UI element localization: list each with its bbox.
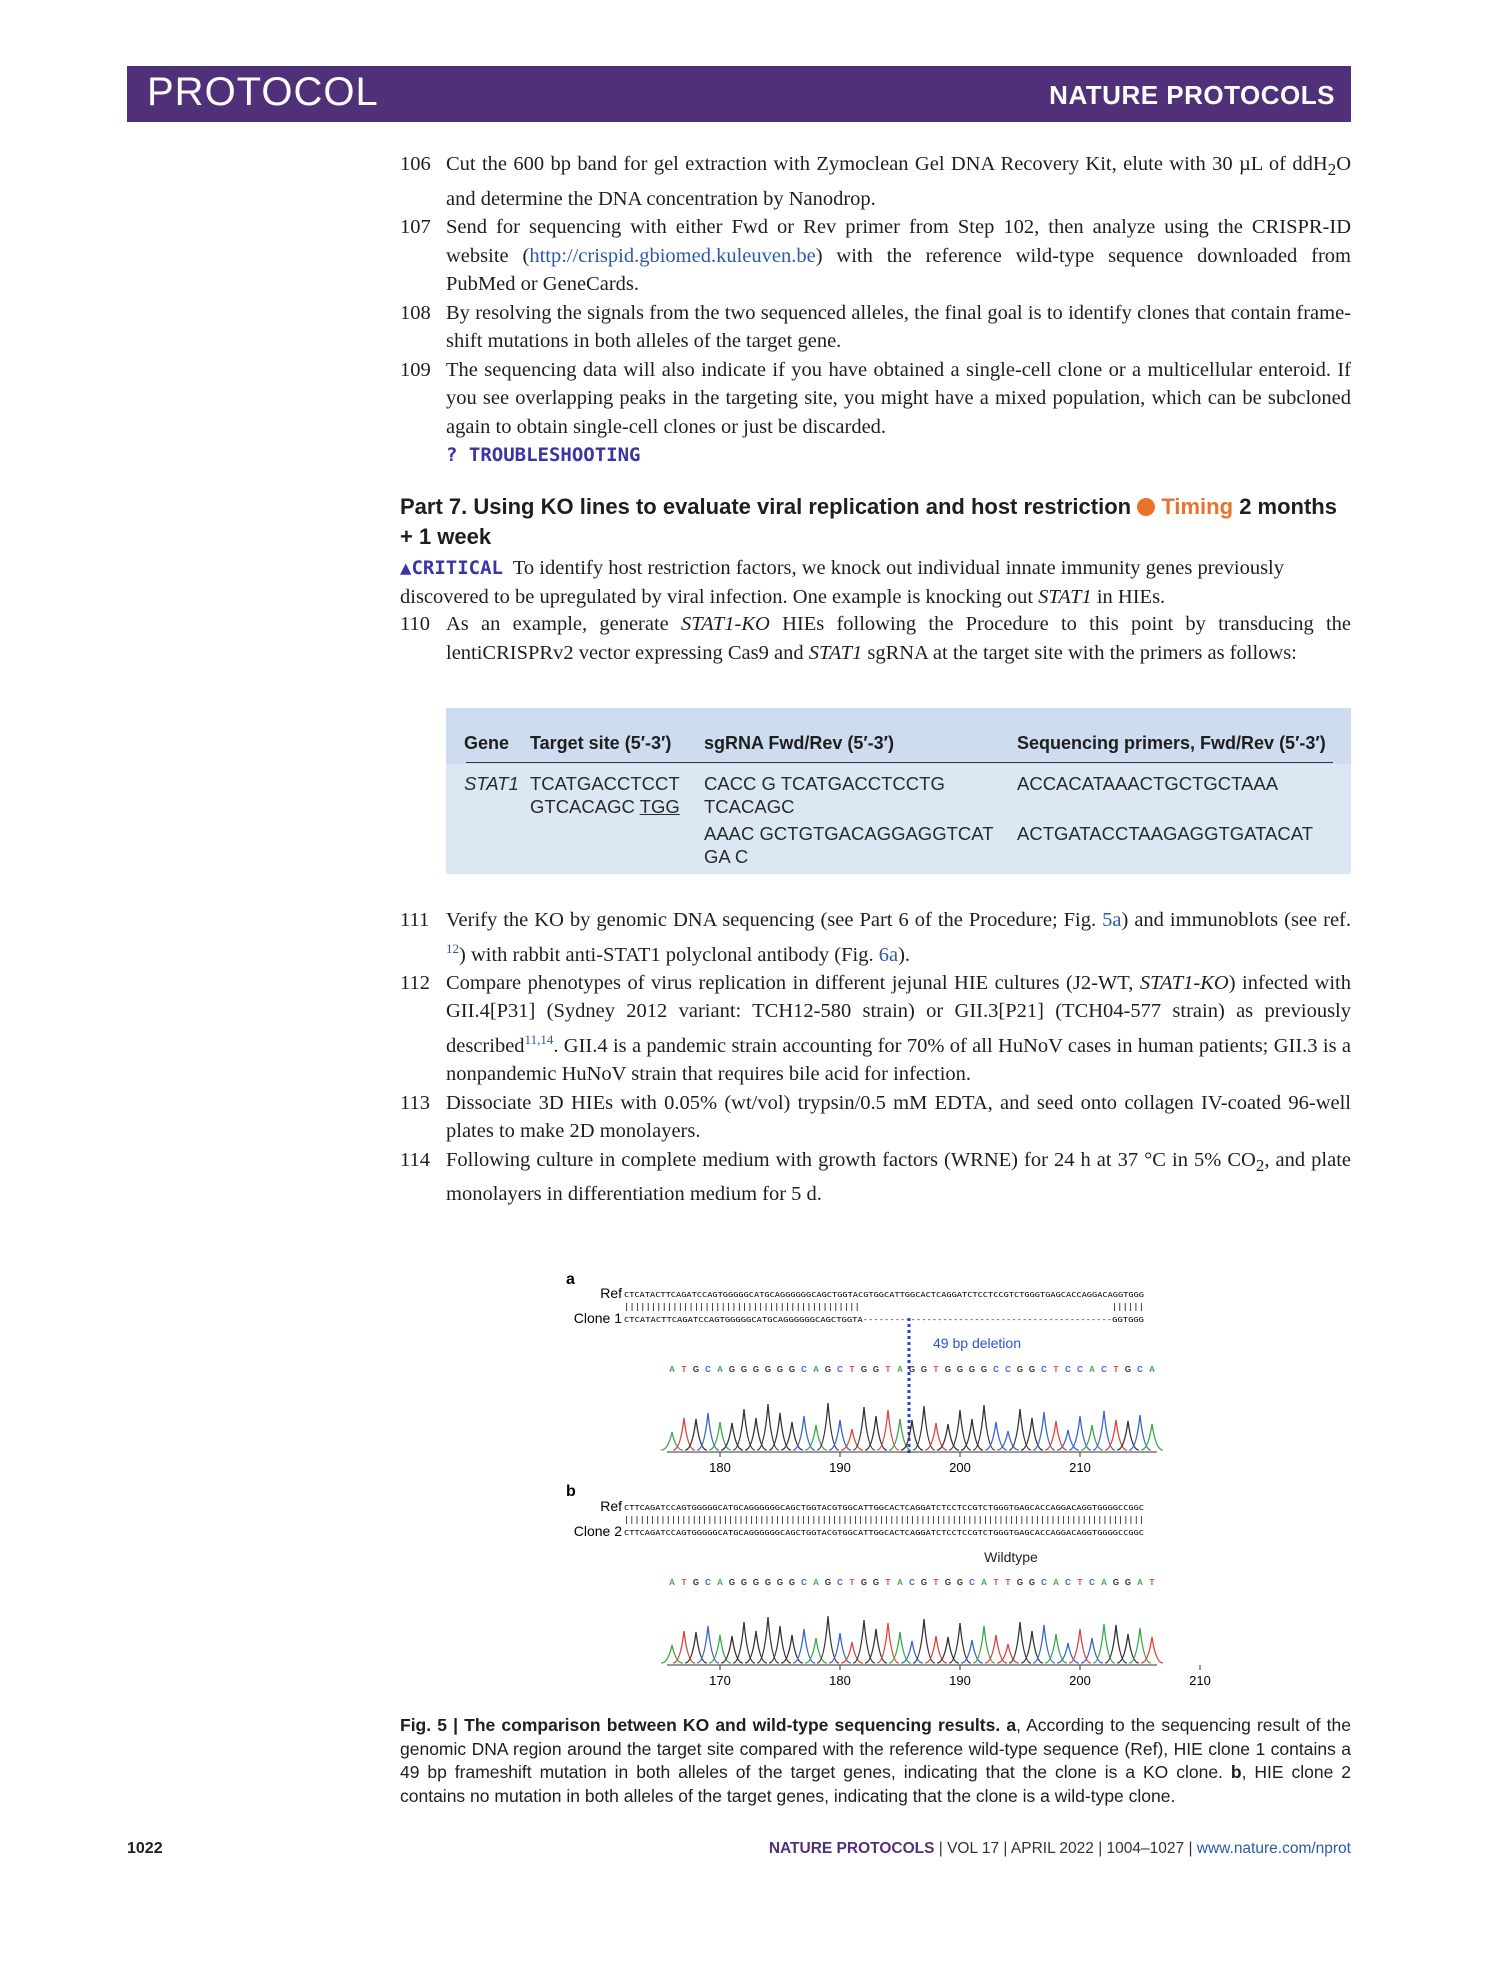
base-call: C [1089,1578,1095,1587]
base-call: A [813,1365,819,1374]
base-call: T [681,1578,687,1587]
th-gene: Gene [464,733,510,753]
base-call: A [717,1365,723,1374]
footer-citation: NATURE PROTOCOLS | VOL 17 | APRIL 2022 | 1004–1027 | www.nature.com/nprot [768,1840,1351,1857]
base-call: T [1077,1578,1083,1587]
base-call: C [993,1365,999,1374]
panel-a-ref-label: Ref [600,1285,622,1301]
trace-peak [865,1416,887,1450]
base-call: T [933,1365,939,1374]
trace-peak [745,1631,767,1663]
trace-peak [865,1629,887,1663]
trace-peak [781,1635,803,1663]
trace-peak [1117,1634,1139,1663]
trace-peak [745,1418,767,1450]
base-call: C [837,1365,843,1374]
trace-peak [1033,1412,1055,1450]
base-call: A [669,1365,675,1374]
trace-peak [961,1419,983,1450]
steps-top [400,150,1351,470]
base-call: A [1101,1578,1107,1587]
panel-b-clone-seq: CTTCAGATCCAGTGGGGGCATGCAGGGGGGCAGCTGGTACGTGGCATTGGCACTCAGGATCTCCTCCGTCTGGGTGAGCACCAGGACAGGTGGGGCCGGC [624,1529,1144,1537]
base-call: G [968,1365,976,1374]
base-call: A [1053,1578,1059,1587]
panel-a-clone-seq: CTCATACTTCAGATCCAGTGGGGGCATGCAGGGGGGCAGCTGGTA-----------------------------------------------GGTGGG [624,1316,1144,1324]
troubleshooting-link[interactable]: ? TROUBLESHOOTING [446,444,641,467]
trace-peak [709,1635,731,1663]
cell-gene: STAT1 [464,773,519,794]
cell-seq-fwd: ACCACATAAACTGCTGCTAAA [1017,773,1279,794]
base-call: T [993,1578,999,1587]
base-call: A [897,1365,903,1374]
step-106: 106 Cut the 600 bp band for gel extraction with Zymoclean Gel DNA Recovery Kit, elute with 30 µL of ddH$_2$O and determine the DNA concentration by Nanodrop. [400,153,1351,210]
base-call: G [788,1365,796,1374]
base-call: G [692,1578,700,1587]
base-call: G [728,1365,736,1374]
trace-peak [1129,1415,1151,1450]
base-call: C [1005,1365,1011,1374]
cell-sgrna-fwd: CACC G TCATGACCTCCTG TCACAGC [704,773,945,817]
base-call: C [801,1578,807,1587]
base-call: G [752,1365,760,1374]
base-call: A [669,1578,675,1587]
base-call: G [908,1365,916,1374]
base-call: C [801,1365,807,1374]
base-call: G [956,1365,964,1374]
base-call: C [1137,1365,1143,1374]
step-107: 107 Send for sequencing with either Fwd or Rev primer from Step 102, then analyze using the CRISPR-ID website (http://crispid.gbiomed.kuleuven.be) with the reference wild-type sequence downloaded from PubMed or GeneCards. [400,216,1351,296]
base-call: G [1028,1365,1036,1374]
base-call: G [824,1365,832,1374]
journal-name: NATURE PROTOCOLS [1049,80,1335,110]
base-call: G [692,1365,700,1374]
base-call: C [909,1578,915,1587]
timing-icon [1137,498,1155,516]
trace-peak [1105,1625,1127,1663]
crispr-id-link[interactable]: http://crispid.gbiomed.kuleuven.be [529,244,816,267]
panel-b-base-calls [669,1578,1154,1587]
base-call: G [920,1578,928,1587]
base-call: T [885,1578,891,1587]
trace-peak [1129,1628,1151,1663]
th-target: Target site (5′-3′) [530,733,672,753]
axis-tick-label: 190 [949,1673,971,1688]
axis-tick-label: 200 [949,1460,971,1475]
th-seq: Sequencing primers, Fwd/Rev (5′-3′) [1017,733,1326,753]
base-call: C [1065,1365,1071,1374]
base-call: C [705,1578,711,1587]
base-call: C [1065,1578,1071,1587]
deletion-label: 49 bp deletion [933,1335,1021,1351]
trace-peak [877,1410,899,1450]
trace-peak [877,1623,899,1663]
base-call: A [1089,1365,1095,1374]
base-call: T [849,1578,855,1587]
fig5a-link[interactable]: 5a [1102,909,1122,931]
base-call: A [717,1578,723,1587]
trace-peak [1033,1625,1055,1663]
trace-peak [901,1420,923,1450]
trace-peak [721,1423,743,1450]
base-call: A [1137,1578,1143,1587]
ref-12[interactable]: 12 [446,940,459,956]
panel-a-match: |||||||||||||||||||||||||||||||||||||||||||| |||||| [624,1302,1144,1311]
base-call: G [1016,1578,1024,1587]
trace-peak [1141,1424,1163,1450]
panel-b-axis [709,1665,1211,1688]
steps-bottom [400,906,1351,1209]
trace-peak [769,1413,791,1450]
base-call: G [872,1578,880,1587]
trace-peak [721,1636,743,1663]
panel-b-ref-seq: CTTCAGATCCAGTGGGGGCATGCAGGGGGGCAGCTGGTACGTGGCATTGGCACTCAGGATCTCCTCCGTCTGGGTGAGCACCAGGACAGGTGGGGCCGGC [624,1504,1144,1512]
base-call: A [813,1578,819,1587]
panel-a-base-calls [669,1365,1155,1374]
base-call: G [860,1365,868,1374]
panel-b-clone-label: Clone 2 [573,1523,622,1539]
panel-a-label: a [566,1271,575,1288]
base-call: G [788,1578,796,1587]
base-call: T [933,1578,939,1587]
base-call: G [980,1365,988,1374]
step-109: 109 The sequencing data will also indicate if you have obtained a single-cell clone or a multicellular enteroid. If you see overlapping peaks in the targeting site, you might have a mixed population, which can be subcloned again to obtain single-cell clones or just be discarded. ? TROUBLESHOOTING [400,358,1351,467]
base-call: G [728,1578,736,1587]
panel-b-chromatogram [661,1616,1163,1663]
panel-b-label: b [566,1483,576,1500]
cell-seq-rev: ACTGATACCTAAGAGGTGATACAT [1017,823,1314,844]
base-call: G [872,1365,880,1374]
part7-title: Part 7. Using KO lines to evaluate viral replication and host restriction Timing 2 months + 1 week [400,494,1337,549]
axis-tick-label: 170 [709,1673,731,1688]
trace-peak [769,1626,791,1663]
step-108: 108 By resolving the signals from the two sequenced alleles, the final goal is to identify clones that contain frame-shift mutations in both alleles of the target gene. [400,301,1351,353]
base-call: C [837,1578,843,1587]
journal-url[interactable]: www.nature.com/nprot [1196,1840,1351,1857]
base-call: A [897,1578,903,1587]
base-call: C [705,1365,711,1374]
section-label: PROTOCOL [147,70,379,114]
trace-peak [1117,1421,1139,1450]
trace-peak [1021,1631,1043,1663]
trace-peak [1021,1418,1043,1450]
base-call: G [776,1365,784,1374]
base-call: G [1124,1365,1132,1374]
figure-5 [560,1268,1211,1698]
trace-peak [685,1419,707,1450]
base-call: G [1016,1365,1024,1374]
base-call: T [1005,1578,1011,1587]
axis-tick-label: 180 [709,1460,731,1475]
wildtype-label: Wildtype [984,1549,1038,1565]
ref-11-14[interactable]: 11,14 [524,1031,554,1047]
panel-a-chromatogram [661,1403,1163,1450]
page-number: 1022 [127,1840,163,1857]
axis-tick-label: 200 [1069,1673,1091,1688]
base-call: G [944,1578,952,1587]
cell-target: TCATGACCTCCT GTCACAGC TGG [530,773,680,817]
trace-peak [1141,1637,1163,1663]
base-call: T [885,1365,891,1374]
step-114: 114 Following culture in complete medium with growth factors (WRNE) for 24 h at 37 °C in 5% $CO_2$, and plate monolayers in differentiation medium for 5 d. [400,1148,1351,1206]
trace-peak [697,1413,719,1450]
panel-a-axis [709,1452,1091,1475]
panel-b-ref-label: Ref [600,1498,622,1514]
sequencing-figure [560,1268,1211,1698]
base-call: T [1113,1365,1119,1374]
base-call: G [740,1365,748,1374]
base-call: G [1124,1578,1132,1587]
base-call: A [1149,1365,1155,1374]
base-call: T [681,1365,687,1374]
base-call: G [1112,1578,1120,1587]
trace-peak [685,1632,707,1663]
step-111: 111 Verify the KO by genomic DNA sequencing (see Part 6 of the Procedure; Fig. 5a) and immunoblots (see ref. $^{12}$) with rabbit anti-STAT1 polyclonal antibody (Fig. 6a). [400,909,1352,966]
base-call: A [981,1578,987,1587]
axis-tick-label: 180 [829,1673,851,1688]
figure-caption: Fig. 5 | The comparison between KO and wild-type sequencing results. a, According to the sequencing result of the genomic DNA region around the target site compared with the reference wild-type sequence (Ref), HIE clone 1 contains a 49 bp frameshift mutation in both alleles of the target genes, indicating that the clone is a KO clone. b, HIE clone 2 contains no mutation in both alleles of the target genes, indicating that the clone is a wild-type clone. [400,1715,1351,1806]
base-call: C [1041,1365,1047,1374]
trace-peak [793,1629,815,1663]
trace-peak [1105,1420,1127,1450]
step-112: 112 Compare phenotypes of virus replication in different jejunal HIE cultures (J2-WT, STAT1-KO) infected with GII.4[P31] (Sydney 2012 variant: TCH12-580 strain) or GII.3[P21] (TCH04-577 strain) as previously described$^{11,14}$. GII.4 is a pandemic strain accounting for 70% of all HuNoV cases in human patients; GII.3 is a nonpandemic HuNoV strain that requires bile acid for infection. [400,971,1352,1086]
base-call: G [764,1578,772,1587]
base-call: G [824,1578,832,1587]
critical-note: ▲CRITICAL To identify host restriction factors, we knock out individual innate immunity genes previously discovered to be upregulated by viral infection. One example is knocking out STAT1 in HIEs. [400,557,1284,608]
base-call: G [956,1578,964,1587]
axis-tick-label: 210 [1189,1673,1211,1688]
header-bar [127,66,1351,122]
base-call: G [920,1365,928,1374]
base-call: T [1149,1578,1155,1587]
base-call: T [1053,1365,1059,1374]
base-call: T [849,1365,855,1374]
base-call: G [740,1578,748,1587]
panel-b-match: |||||||||||||||||||||||||||||||||||||||||||||||||||||||||||||||||||||||||||||||||||||||||||||||||||| [624,1515,1144,1524]
step-110: 110 As an example, generate STAT1-KO HIEs following the Procedure to this point by transducing the lentiCRISPRv2 vector expressing Cas9 and STAT1 sgRNA at the target site with the primers as follows: [400,613,1351,664]
step-113: 113 Dissociate 3D HIEs with 0.05% (wt/vol) trypsin/0.5 mM EDTA, and seed onto collagen IV-coated 96-well plates to make 2D monolayers. [400,1091,1351,1143]
trace-peak [697,1626,719,1663]
cell-sgrna-rev: AAAC GCTGTGACAGGAGGTCAT GA C [704,823,994,867]
base-call: C [1041,1578,1047,1587]
base-call: C [1101,1365,1107,1374]
base-call: G [1028,1578,1036,1587]
panel-a-ref-seq: CTCATACTTCAGATCCAGTGGGGGCATGCAGGGGGGCAGCTGGTACGTGGCATTGGCACTCAGGATCTCCTCCGTCTGGGTGAGCACCAGGACAGGTGGG [624,1291,1144,1299]
fig6a-link[interactable]: 6a [878,943,899,966]
base-call: C [1077,1365,1083,1374]
base-call: G [764,1365,772,1374]
axis-tick-label: 190 [829,1460,851,1475]
base-call: G [752,1578,760,1587]
panel-a-clone-label: Clone 1 [573,1310,622,1326]
primer-table [446,708,1351,874]
base-call: G [944,1365,952,1374]
axis-tick-label: 210 [1069,1460,1091,1475]
trace-peak [781,1422,803,1450]
th-sgrna: sgRNA Fwd/Rev (5′-3′) [704,733,894,753]
base-call: G [776,1578,784,1587]
base-call: C [969,1578,975,1587]
trace-peak [793,1416,815,1450]
trace-peak [709,1422,731,1450]
base-call: G [860,1578,868,1587]
